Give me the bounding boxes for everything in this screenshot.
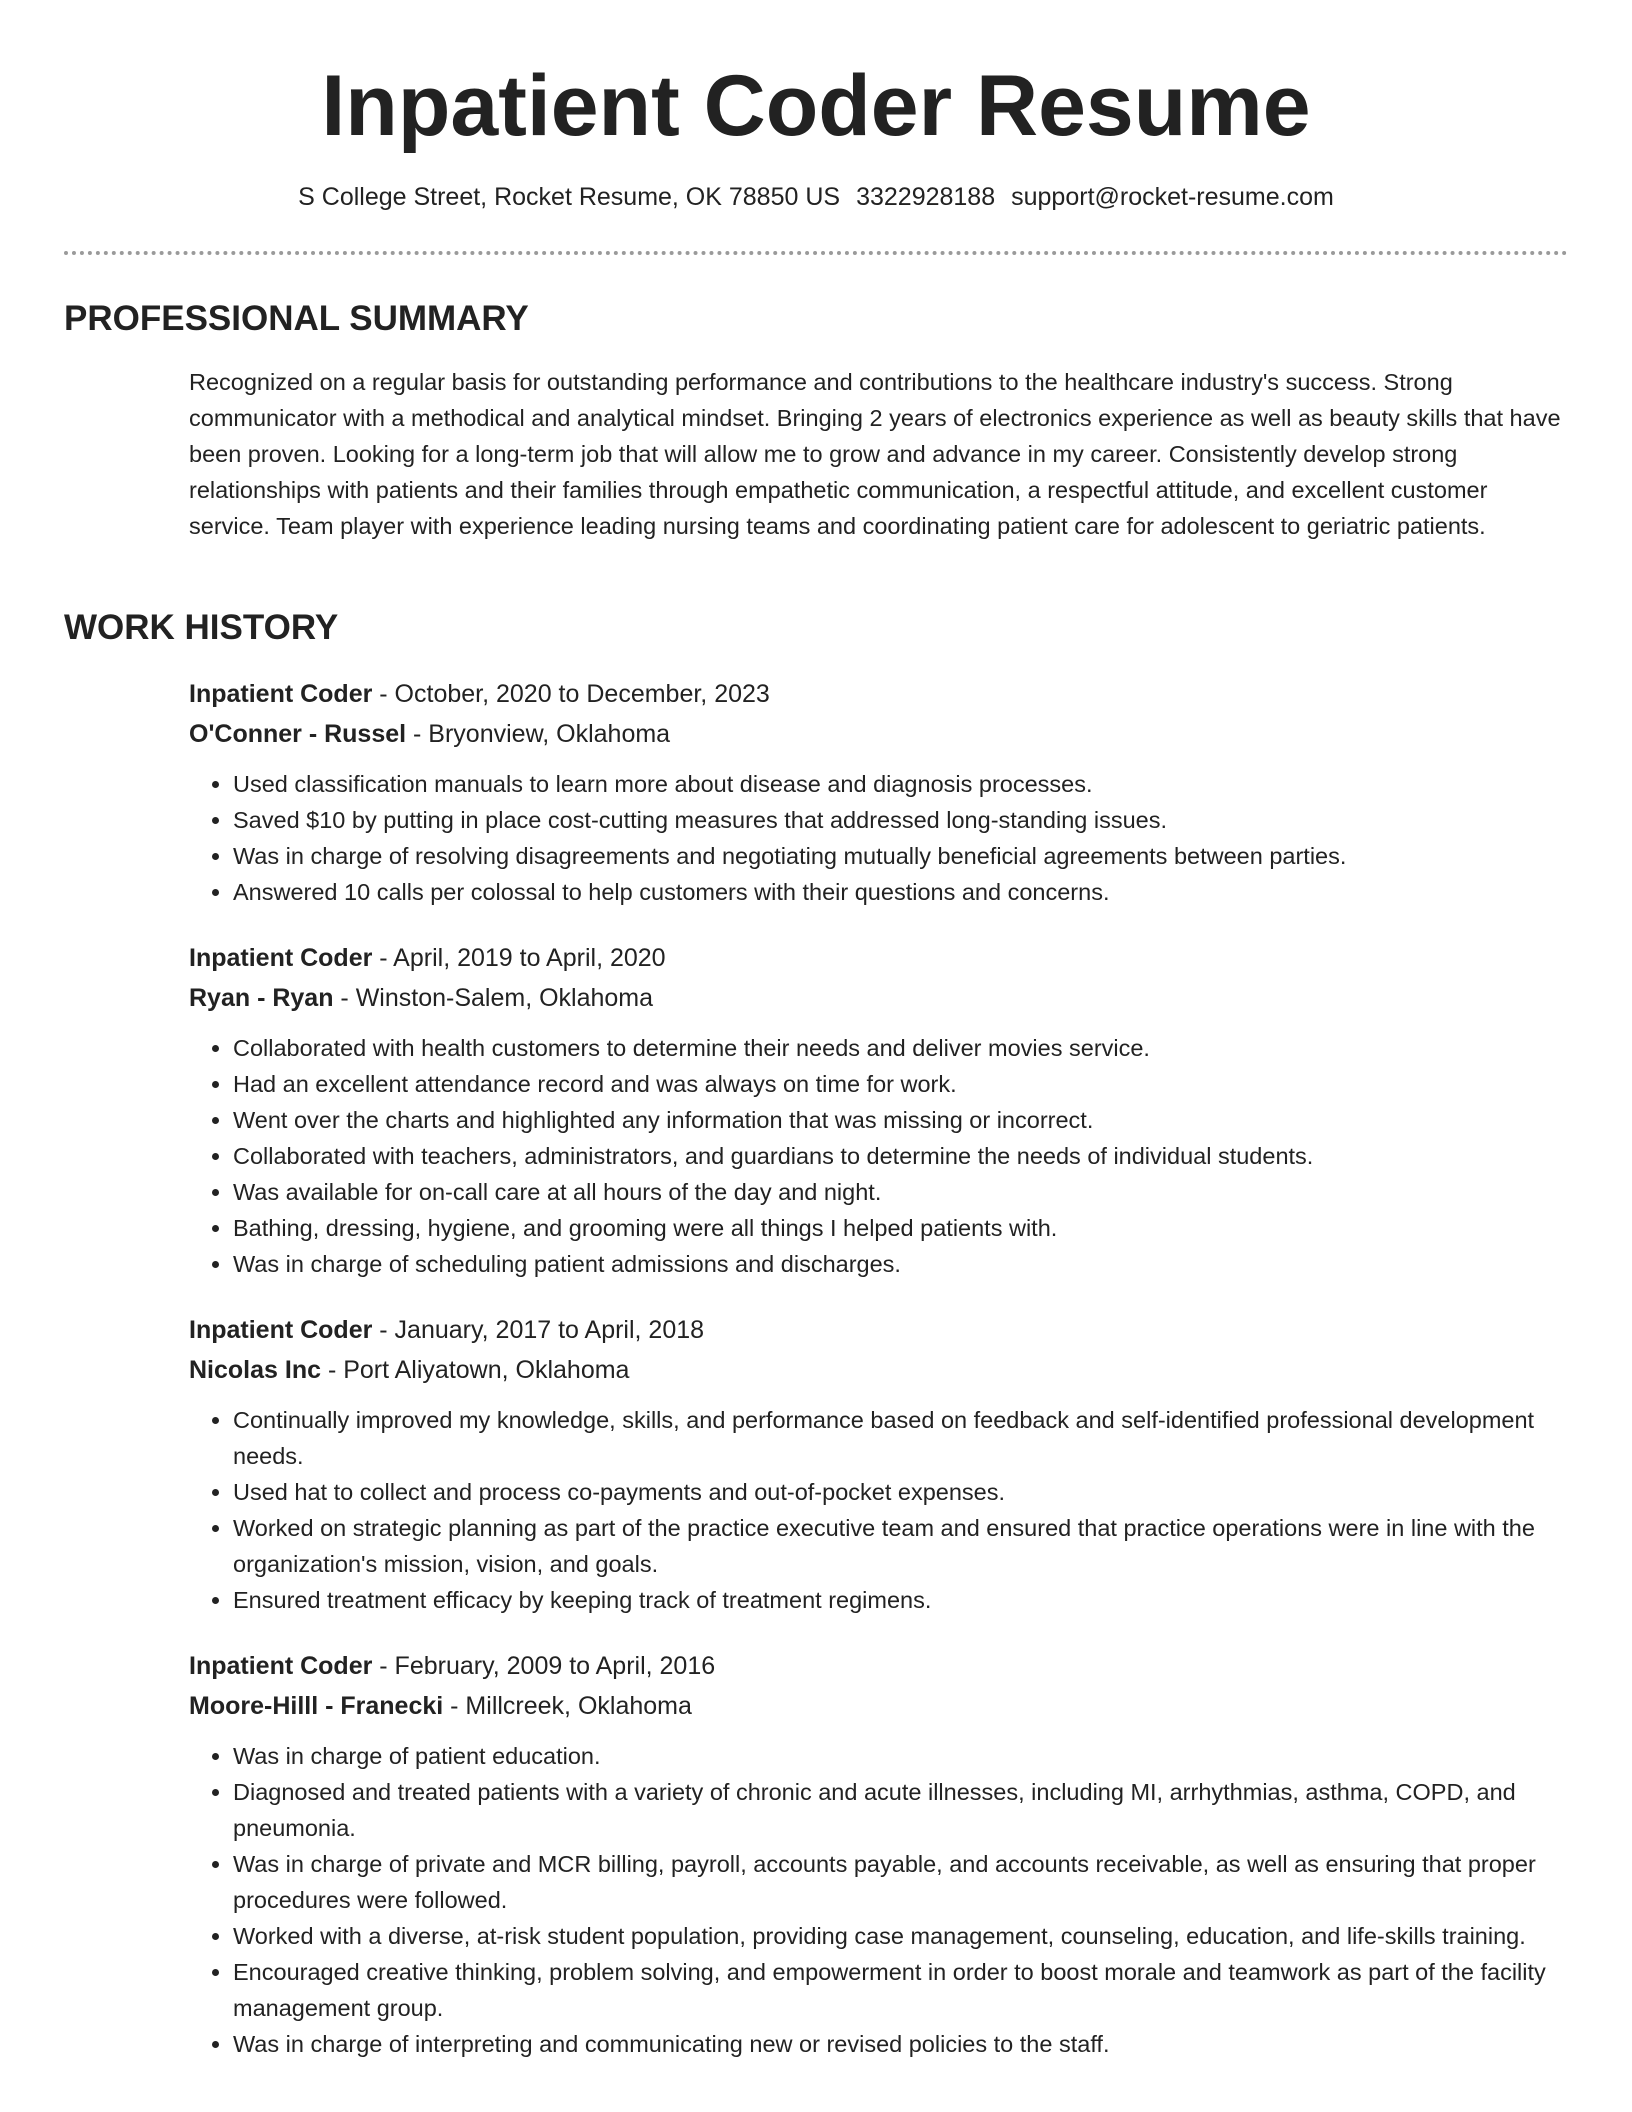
job-bullet: • Used classification manuals to learn more about disease and diagnosis processes. xyxy=(233,766,1569,802)
job-title-line xyxy=(189,1310,1569,1350)
work-history-list xyxy=(189,674,1569,2090)
job-bullet: • Worked with a diverse, at-risk student population, providing case management, counseling, education, and life-skills training. xyxy=(233,1918,1569,1954)
job-bullet: • Saved $10 by putting in place cost-cutting measures that addressed long-standing issues. xyxy=(233,802,1569,838)
job-bullet: • Was in charge of patient education. xyxy=(233,1738,1569,1774)
job-entry xyxy=(189,938,1569,1282)
job-company-line xyxy=(189,1686,1569,1726)
job-bullet: • Was in charge of resolving disagreements and negotiating mutually beneficial agreements between parties. xyxy=(233,838,1569,874)
job-company-line xyxy=(189,1350,1569,1390)
job-location: - Port Aliyatown, Oklahoma xyxy=(321,1356,630,1384)
job-bullet: • Was in charge of interpreting and communicating new or revised policies to the staff. xyxy=(233,2026,1569,2062)
job-location: - Bryonview, Oklahoma xyxy=(406,720,671,748)
job-company: Nicolas Inc xyxy=(189,1356,321,1384)
job-bullets xyxy=(189,766,1569,910)
job-title-line xyxy=(189,674,1569,714)
job-title-line xyxy=(189,1646,1569,1686)
job-company: Ryan - Ryan xyxy=(189,984,334,1012)
phone-text: 3322928188 xyxy=(856,183,996,211)
job-title: Inpatient Coder xyxy=(189,944,373,972)
work-history-heading: WORK HISTORY xyxy=(64,608,339,647)
job-bullet: • Worked on strategic planning as part of the practice executive team and ensured that practice operations were in line with the organization's mission, vision, and goals. xyxy=(233,1510,1569,1582)
job-bullets xyxy=(189,1738,1569,2062)
job-location: - Winston-Salem, Oklahoma xyxy=(333,984,654,1012)
job-bullet: • Diagnosed and treated patients with a variety of chronic and acute illnesses, including MI, arrhythmias, asthma, COPD, and pneumonia. xyxy=(233,1774,1569,1846)
job-entry xyxy=(189,674,1569,910)
job-dates: - February, 2009 to April, 2016 xyxy=(372,1652,716,1680)
job-company: O'Conner - Russel xyxy=(189,720,407,748)
job-bullet: • Answered 10 calls per colossal to help customers with their questions and concerns. xyxy=(233,874,1569,910)
summary-heading: PROFESSIONAL SUMMARY xyxy=(64,299,529,338)
job-company-line xyxy=(189,978,1569,1018)
address-text: S College Street, Rocket Resume, OK 78850 US xyxy=(298,183,841,211)
job-title: Inpatient Coder xyxy=(189,1316,373,1344)
email-text: support@rocket-resume.com xyxy=(1011,183,1334,211)
header-divider xyxy=(64,251,1568,255)
job-dates: - October, 2020 to December, 2023 xyxy=(372,680,770,708)
job-bullet: • Was available for on-call care at all hours of the day and night. xyxy=(233,1174,1569,1210)
job-title: Inpatient Coder xyxy=(189,680,373,708)
job-bullet: • Had an excellent attendance record and was always on time for work. xyxy=(233,1066,1569,1102)
job-company-line xyxy=(189,714,1569,754)
page-title: Inpatient Coder Resume xyxy=(321,58,1311,154)
job-entry xyxy=(189,1310,1569,1618)
job-bullet: • Collaborated with health customers to determine their needs and deliver movies service. xyxy=(233,1030,1569,1066)
job-bullet: • Went over the charts and highlighted any information that was missing or incorrect. xyxy=(233,1102,1569,1138)
job-bullet: • Collaborated with teachers, administrators, and guardians to determine the needs of individual students. xyxy=(233,1138,1569,1174)
job-bullet: • Was in charge of private and MCR billing, payroll, accounts payable, and accounts receivable, as well as ensuring that proper procedures were followed. xyxy=(233,1846,1569,1918)
job-bullets xyxy=(189,1402,1569,1618)
job-dates: - January, 2017 to April, 2018 xyxy=(372,1316,705,1344)
job-title-line xyxy=(189,938,1569,978)
job-bullets xyxy=(189,1030,1569,1282)
job-bullet: • Continually improved my knowledge, skills, and performance based on feedback and self-identified professional development needs. xyxy=(233,1402,1569,1474)
job-bullet: • Was in charge of scheduling patient admissions and discharges. xyxy=(233,1246,1569,1282)
job-bullet: • Bathing, dressing, hygiene, and grooming were all things I helped patients with. xyxy=(233,1210,1569,1246)
job-bullet: • Ensured treatment efficacy by keeping track of treatment regimens. xyxy=(233,1582,1569,1618)
summary-text: Recognized on a regular basis for outstanding performance and contributions to the healthcare industry's success. Strong communicator with a methodical and analytical mindset. Bringing 2 years of electronics experience as well as beauty skills that have been proven. Looking for a long-term job that will allow me to grow and advance in my career. Consistently develop strong relationships with patients and their families through empathetic communication, a respectful attitude, and excellent customer service. Team player with experience leading nursing teams and coordinating patient care for adolescent to geriatric patients. xyxy=(189,369,1561,539)
job-title: Inpatient Coder xyxy=(189,1652,373,1680)
job-dates: - April, 2019 to April, 2020 xyxy=(372,944,666,972)
contact-line xyxy=(0,180,1632,214)
job-bullet: • Encouraged creative thinking, problem solving, and empowerment in order to boost morale and teamwork as part of the facility management group. xyxy=(233,1954,1569,2026)
job-location: - Millcreek, Oklahoma xyxy=(443,1692,692,1720)
job-company: Moore-Hilll - Franecki xyxy=(189,1692,444,1720)
job-entry xyxy=(189,1646,1569,2062)
job-bullet: • Used hat to collect and process co-payments and out-of-pocket expenses. xyxy=(233,1474,1569,1510)
